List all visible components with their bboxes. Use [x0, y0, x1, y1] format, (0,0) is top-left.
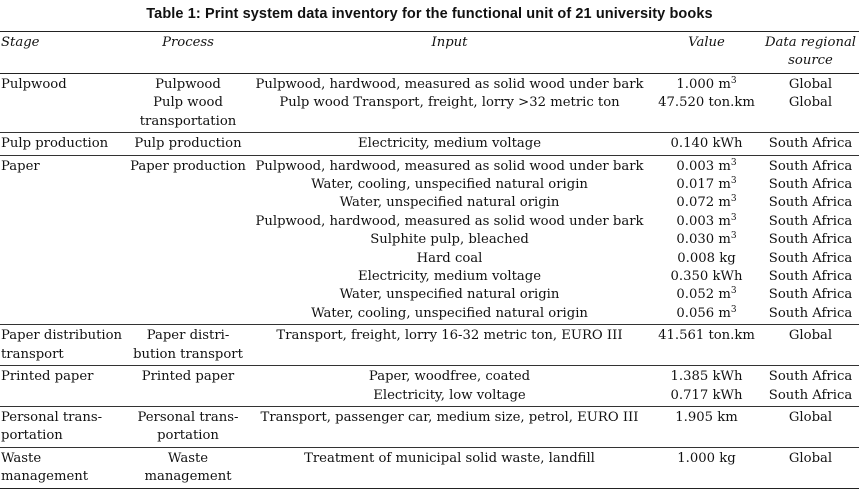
header-source — [762, 32, 859, 74]
source-text: South Africa — [768, 269, 853, 285]
source-cell — [762, 366, 859, 407]
process-text: transportation — [139, 113, 237, 129]
value-text — [653, 450, 760, 468]
process-cell — [128, 74, 248, 133]
header-source-line1: Data regional — [764, 35, 857, 50]
source-text: South Africa — [768, 232, 853, 248]
source-cell — [762, 74, 859, 133]
value-number: 47.520 ton.km — [658, 95, 755, 111]
stage-text: management — [1, 469, 89, 485]
input-text: Water, cooling, unspecified natural origin — [311, 177, 588, 193]
process-text: Paper distri- — [146, 328, 230, 344]
value-number: 0.717 kWh — [670, 387, 743, 403]
source-text: South Africa — [768, 305, 853, 321]
table-row-group — [0, 366, 859, 407]
table-title: Table 1: Print system data inventory for the functional unit of 21 university books — [146, 6, 713, 22]
process-text: portation — [157, 428, 219, 444]
input-text: Transport, passenger car, medium size, petrol, EURO III — [260, 409, 639, 425]
table-row-group — [0, 74, 859, 133]
input-text: Water, cooling, unspecified natural origin — [311, 305, 588, 321]
process-text: bution transport — [133, 346, 243, 362]
source-text: South Africa — [768, 213, 853, 229]
header-stage: Stage — [0, 32, 128, 74]
source-text: South Africa — [768, 136, 853, 152]
source-text: Global — [788, 95, 833, 111]
input-text: Water, unspecified natural origin — [339, 287, 560, 303]
table-row-group — [0, 406, 859, 447]
value-number: 41.561 ton.km — [658, 328, 755, 344]
input-cell — [248, 74, 651, 133]
value-number: 1.905 km — [675, 409, 738, 425]
value-number: 0.072 m — [676, 195, 731, 211]
process-text: Personal trans- — [137, 409, 239, 425]
value-text — [653, 176, 760, 194]
value-text — [653, 286, 760, 304]
value-number: 0.008 kg — [677, 250, 736, 266]
input-text: Pulpwood, hardwood, measured as solid wood under bark — [255, 158, 644, 174]
header-value: Value — [651, 32, 762, 74]
value-cell — [651, 74, 762, 133]
value-cell — [651, 155, 762, 325]
value-number: 1.000 kg — [677, 450, 736, 466]
input-cell — [248, 447, 651, 488]
value-number: 0.056 m — [676, 305, 731, 321]
process-cell — [128, 155, 248, 325]
value-text — [653, 76, 760, 94]
table-row-group — [0, 447, 859, 488]
input-text: Treatment of municipal solid waste, landfill — [304, 450, 595, 466]
source-text: South Africa — [768, 195, 853, 211]
stage-text: Paper — [1, 158, 40, 174]
inventory-table — [0, 31, 859, 489]
process-text: Pulp production — [134, 136, 242, 152]
unit-exponent: 3 — [730, 176, 737, 187]
input-cell — [248, 406, 651, 447]
input-cell — [248, 366, 651, 407]
value-text — [653, 368, 760, 386]
stage-cell — [0, 406, 128, 447]
value-cell — [651, 406, 762, 447]
value-text — [653, 327, 760, 345]
input-cell — [248, 133, 651, 155]
process-text: Pulpwood — [155, 77, 221, 92]
process-cell — [128, 447, 248, 488]
stage-text: transport — [1, 346, 64, 362]
value-number: 1.000 m — [676, 77, 731, 92]
source-text: Global — [788, 450, 833, 466]
value-number: 0.017 m — [676, 177, 731, 193]
header-input: Input — [248, 32, 651, 74]
value-text — [653, 94, 760, 112]
source-text: South Africa — [768, 158, 853, 174]
table-row-group — [0, 155, 859, 325]
input-cell — [248, 325, 651, 366]
process-cell — [128, 406, 248, 447]
value-text — [653, 409, 760, 427]
stage-text: Paper distribution — [1, 328, 123, 344]
header-row — [0, 32, 859, 74]
process-text: management — [144, 469, 232, 485]
value-cell — [651, 325, 762, 366]
input-text: Electricity, low voltage — [373, 387, 526, 403]
value-number: 0.140 kWh — [670, 136, 743, 152]
stage-text: Printed paper — [1, 369, 94, 385]
stage-cell — [0, 366, 128, 407]
value-text — [653, 213, 760, 231]
source-cell — [762, 447, 859, 488]
value-text — [653, 250, 760, 268]
input-text: Paper, woodfree, coated — [368, 369, 531, 385]
input-text: Sulphite pulp, bleached — [370, 232, 529, 248]
process-cell — [128, 366, 248, 407]
source-text: Global — [788, 328, 833, 344]
header-process: Process — [128, 32, 248, 74]
stage-cell — [0, 155, 128, 325]
source-cell — [762, 406, 859, 447]
source-cell — [762, 325, 859, 366]
unit-exponent: 3 — [730, 194, 737, 205]
value-cell — [651, 366, 762, 407]
unit-exponent: 3 — [730, 286, 737, 297]
source-text: South Africa — [768, 250, 853, 266]
input-text: Transport, freight, lorry 16-32 metric ton, EURO III — [276, 328, 623, 344]
value-text — [653, 268, 760, 286]
stage-text: Pulpwood — [1, 77, 67, 92]
table-row-group — [0, 133, 859, 155]
unit-exponent: 3 — [730, 76, 737, 86]
stage-text: Personal trans- — [1, 409, 103, 425]
value-number: 0.030 m — [676, 232, 731, 248]
input-text: Hard coal — [416, 250, 483, 266]
table-row-group — [0, 325, 859, 366]
value-number: 0.350 kWh — [670, 269, 743, 285]
source-text: South Africa — [768, 287, 853, 303]
process-text: Printed paper — [141, 369, 235, 385]
stage-cell — [0, 447, 128, 488]
input-text: Water, unspecified natural origin — [339, 195, 560, 211]
stage-text: Waste — [1, 450, 42, 466]
input-text: Electricity, medium voltage — [357, 269, 541, 285]
value-text — [653, 194, 760, 212]
value-text — [653, 231, 760, 249]
source-text: Global — [788, 409, 833, 425]
source-cell — [762, 155, 859, 325]
process-cell — [128, 325, 248, 366]
input-text: Pulpwood, hardwood, measured as solid wood under bark — [255, 77, 644, 92]
value-number: 1.385 kWh — [670, 369, 743, 385]
input-text: Electricity, medium voltage — [357, 136, 541, 152]
value-number: 0.052 m — [676, 287, 731, 303]
process-cell — [128, 133, 248, 155]
source-cell — [762, 133, 859, 155]
source-text: South Africa — [768, 387, 853, 403]
process-text: Pulp wood — [153, 95, 223, 111]
value-text — [653, 135, 760, 153]
process-text: Paper production — [130, 158, 246, 174]
source-text: Global — [788, 77, 833, 92]
input-text: Pulpwood, hardwood, measured as solid wood under bark — [255, 213, 644, 229]
value-text — [653, 305, 760, 323]
process-text: Waste — [167, 450, 209, 466]
unit-exponent: 3 — [730, 212, 737, 223]
stage-cell — [0, 133, 128, 155]
value-text — [653, 158, 760, 176]
stage-cell — [0, 74, 128, 133]
stage-text: Pulp production — [1, 136, 109, 152]
stage-text: portation — [1, 428, 63, 444]
input-cell — [248, 155, 651, 325]
header-source-line2: source — [788, 53, 833, 69]
stage-cell — [0, 325, 128, 366]
source-text: South Africa — [768, 369, 853, 385]
value-cell — [651, 133, 762, 155]
value-number: 0.003 m — [676, 213, 731, 229]
source-text: South Africa — [768, 177, 853, 193]
unit-exponent: 3 — [730, 157, 737, 168]
input-text: Pulp wood Transport, freight, lorry >32 metric ton — [279, 95, 620, 111]
unit-exponent: 3 — [730, 231, 737, 242]
value-number: 0.003 m — [676, 158, 731, 174]
table-body — [0, 74, 859, 489]
unit-exponent: 3 — [730, 304, 737, 315]
value-cell — [651, 447, 762, 488]
value-text — [653, 387, 760, 405]
